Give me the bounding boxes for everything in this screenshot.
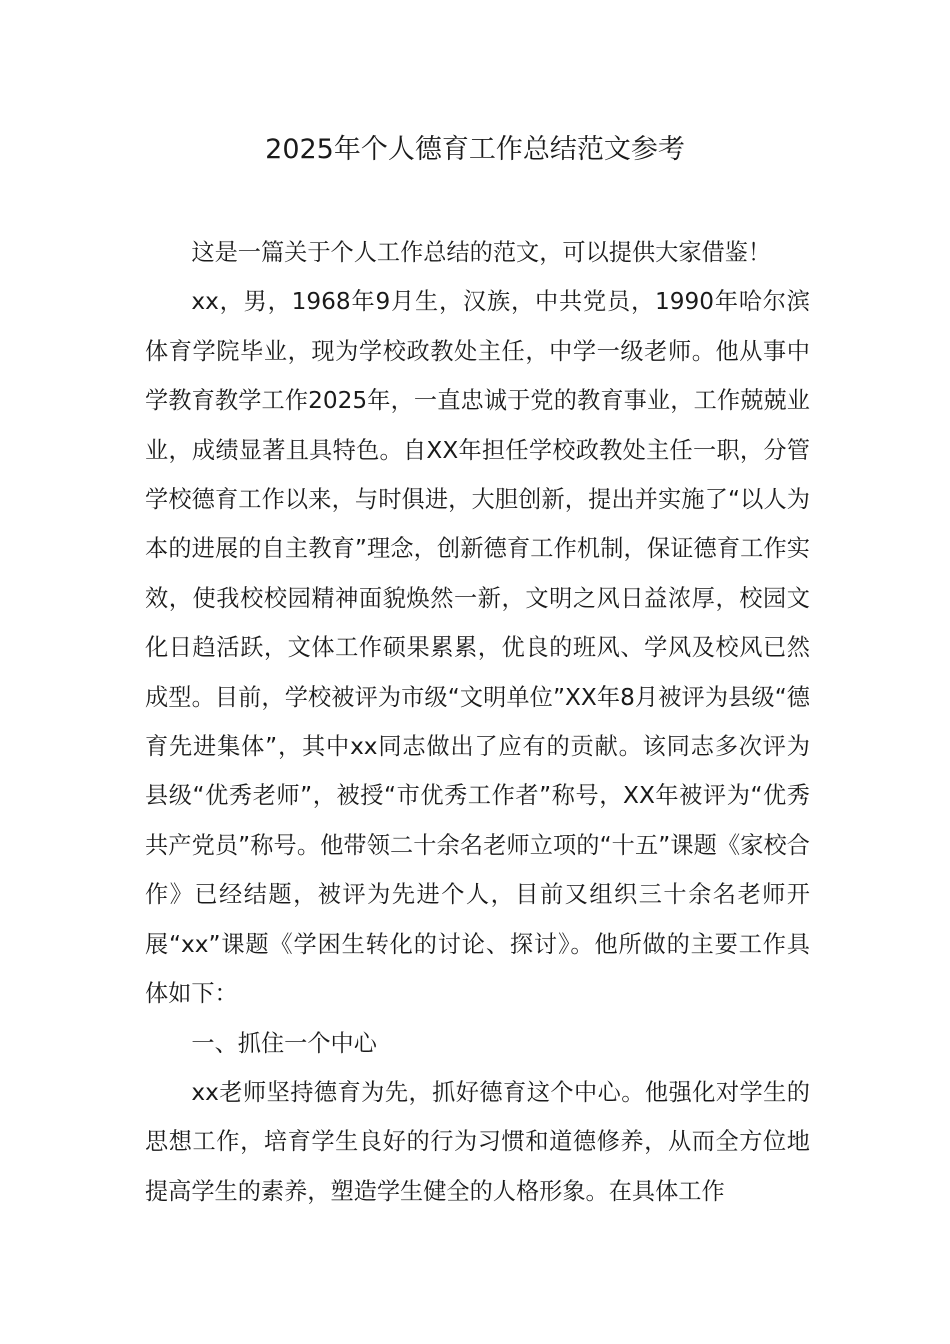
section-heading: 一、抓住一个中心 (191, 1029, 377, 1057)
paragraph-center: xx老师坚持德育为先，抓好德育这个中心。他强化对学生的思想工作，培育学生良好的行为习惯和道德修养，从而全方位地提高学生的素养，塑造学生健全的人格形象。在具体工作 (145, 1078, 810, 1205)
paragraph-profile: xx，男，1968年9月生，汉族，中共党员，1990年哈尔滨体育学院毕业，现为学校政教处主任，中学一级老师。他从事中学教育教学工作2025年，一直忠诚于党的教育事业，工作兢兢业业，成绩显著且具特色。自XX年担任学校政教处主任一职，分管学校德育工作以来，与时俱进，大胆创新，提出并实施了“以人为本的进展的自主教育”理念，创新德育工作机制，保证德育工作实效，使我校校园精神面貌焕然一新，文明之风日益浓厚，校园文化日趋活跃，文体工作硕果累累，优良的班风、学风及校风已然成型。目前，学校被评为市级“文明单位”XX年8月被评为县级“德育先进集体”，其中xx同志做出了应有的贡献。该同志多次评为县级“优秀老师”，被授“市优秀工作者”称号，XX年被评为“优秀共产党员”称号。他带领二十余名老师立项的“十五”课题《家校合作》已经结题，被评为先进个人，目前又组织三十余名老师开展“xx”课题《学困生转化的讨论、探讨》。他所做的主要工作具体如下： (145, 288, 810, 1008)
document-title: 2025年个人德育工作总结范文参考 (265, 134, 685, 165)
paragraph-intro: 这是一篇关于个人工作总结的范文，可以提供大家借鉴！ (191, 239, 772, 266)
document-body (145, 228, 810, 1216)
